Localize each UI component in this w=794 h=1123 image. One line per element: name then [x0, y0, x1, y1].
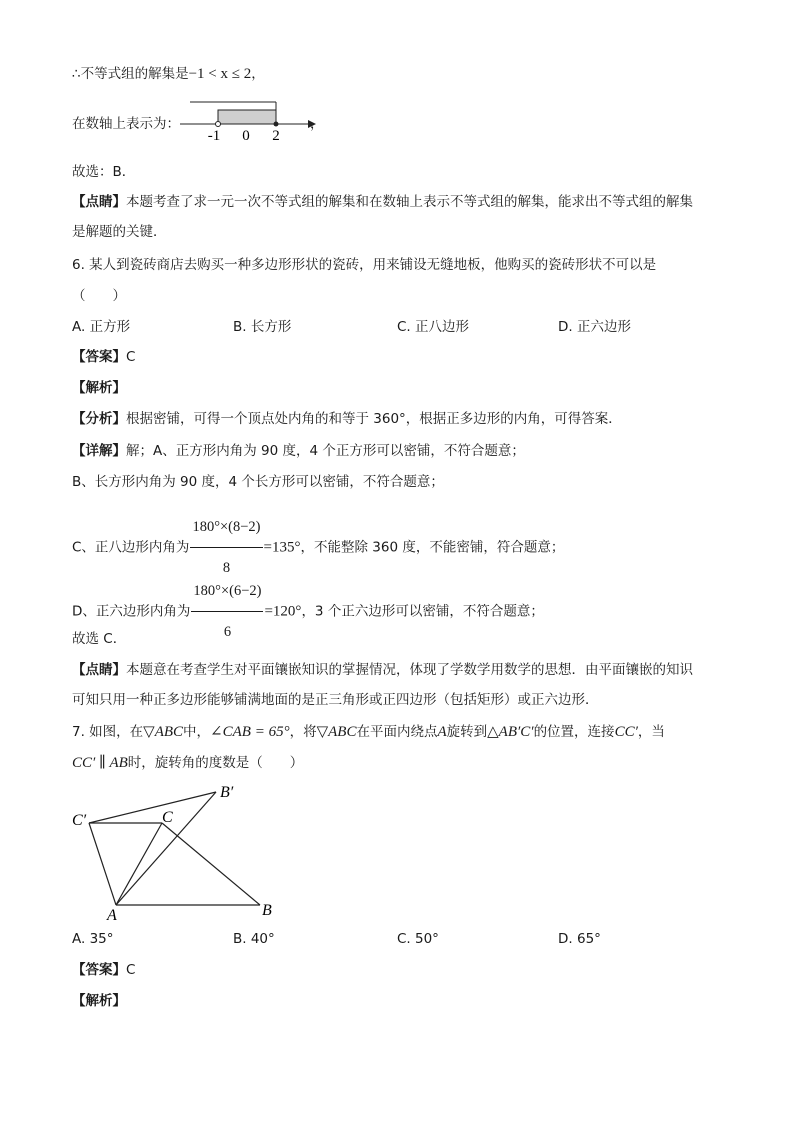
choice-b: 故选：B．: [72, 164, 136, 180]
line-d-suffix: ，3 个正六边形可以密铺，不符合题意；: [301, 603, 544, 620]
stem-text: 7. 如图，在: [72, 724, 144, 740]
stem-text: 旋转到: [446, 724, 488, 740]
label-minus1: -1: [207, 128, 221, 144]
q7-analysis-tag: 【解析】: [72, 993, 126, 1009]
stem-text: 中，: [183, 724, 211, 740]
solution-math: −1 < x ≤ 2: [188, 66, 252, 82]
rotation-figure: [66, 780, 286, 926]
q6-stem-line2: （ ）: [72, 288, 126, 304]
point-a: A: [437, 724, 447, 740]
fenxi-text: 根据密铺，可得一个顶点处内角的和等于 360°，根据正多边形的内角，可得答案．: [126, 411, 622, 427]
label-c1: C′: [72, 812, 87, 829]
q6-line-d: [72, 572, 544, 651]
fraction-c-denominator: 8: [222, 560, 231, 576]
label-b1: B′: [220, 784, 234, 801]
numberline-suffix: ，: [310, 116, 324, 132]
fraction-d: [191, 572, 263, 651]
stem-text: 时，旋转角的度数是（ ）: [127, 755, 304, 771]
stem-text: ，将: [289, 724, 317, 740]
triangle-abc: ▽ABC: [143, 724, 184, 740]
therefore-text: ∴不等式组的解集是: [72, 66, 189, 82]
label-b: B: [262, 902, 272, 919]
q6-option-a: A. 正方形: [72, 319, 131, 335]
q7-answer: [72, 960, 135, 980]
answer-tag: 【答案】: [72, 962, 126, 978]
line-c-result: =135°: [263, 539, 301, 556]
q6-choice: 故选 C．: [72, 631, 127, 647]
answer-tag: 【答案】: [72, 349, 126, 365]
q6-line-b: B、长方形内角为 90 度，4 个长方形可以密铺，不符合题意；: [72, 474, 444, 490]
triangle-abc: ▽ABC: [316, 724, 357, 740]
answer-value: C: [126, 962, 136, 978]
fraction-d-denominator: 6: [223, 624, 232, 640]
stem-text: ，当: [637, 724, 665, 740]
numberline-prefix: 在数轴上表示为：: [72, 116, 180, 132]
label-0: 0: [242, 128, 250, 144]
triangle-ab1c1: △AB′C′: [487, 724, 534, 740]
segment-ac1: [89, 823, 116, 905]
fenxi-tag: 【分析】: [72, 411, 126, 427]
segment-ac: [116, 823, 162, 905]
shaded-interval: [218, 110, 276, 124]
open-point-minus1: [216, 122, 221, 127]
segment-b1c1: [89, 792, 216, 823]
number-line-figure: [180, 96, 330, 144]
solution-line: [72, 64, 265, 84]
segment-cc1: CC′: [614, 724, 638, 740]
line-c-prefix: C、正八边形内角为: [72, 539, 190, 556]
segment-bc: [162, 823, 260, 905]
q6-comment-line-2: 可知只用一种正多边形能够铺满地面的是正三角形或正四边形（包括矩形）或正六边形．: [72, 692, 599, 708]
q6-answer: [72, 347, 135, 367]
stem-text: 在平面内绕点: [356, 724, 438, 740]
label-2: 2: [272, 128, 280, 144]
q7-stem-line1: [72, 722, 665, 742]
comment-text: 本题意在考查学生对平面镶嵌知识的掌握情况，体现了学数学用数学的思想．由平面镶嵌的知识: [126, 662, 693, 678]
q7-stem-line2: [72, 753, 303, 773]
xiangjie-tag: 【详解】: [72, 443, 126, 459]
comment-tag: 【点睛】: [72, 194, 126, 210]
parallel-condition: CC′ ∥ AB: [72, 755, 128, 771]
q7-option-c: C. 50°: [397, 931, 439, 947]
q6-option-c: C. 正八边形: [397, 319, 470, 335]
comment-text: 本题考查了求一元一次不等式组的解集和在数轴上表示不等式组的解集，能求出不等式组的解集: [126, 194, 693, 210]
q6-stem-line1: 6. 某人到瓷砖商店去购买一种多边形形状的瓷砖，用来铺设无缝地板，他购买的瓷砖形状不可以是: [72, 257, 657, 273]
comma: ，: [251, 66, 265, 82]
q6-xiangjie: [72, 441, 525, 461]
q6-option-d: D. 正六边形: [558, 319, 631, 335]
q6-option-b: B. 长方形: [233, 319, 292, 335]
angle-cab: ∠CAB = 65°: [210, 724, 290, 740]
line-d-prefix: D、正六边形内角为: [72, 603, 191, 620]
closed-point-2: [274, 122, 279, 127]
label-a: A: [107, 907, 117, 924]
q6-fenxi: [72, 409, 622, 429]
q6-analysis-tag: 【解析】: [72, 380, 126, 396]
stem-text: 的位置，连接: [533, 724, 615, 740]
q7-option-b: B. 40°: [233, 931, 275, 947]
fraction-d-numerator: 180°×(6−2): [191, 572, 263, 612]
xiangjie-text: 解；A、正方形内角为 90 度，4 个正方形可以密铺，不符合题意；: [126, 443, 525, 459]
comment-line-1: [72, 192, 693, 212]
q7-option-d: D. 65°: [558, 931, 601, 947]
comment-tag: 【点睛】: [72, 662, 126, 678]
fraction-c-numerator: 180°×(8−2): [190, 508, 262, 548]
q6-comment-line-1: [72, 660, 693, 680]
q7-option-a: A. 35°: [72, 931, 114, 947]
line-c-suffix: ，不能整除 360 度，不能密铺，符合题意；: [300, 539, 565, 556]
comment-line-2: 是解题的关键．: [72, 224, 167, 240]
label-c: C: [162, 809, 173, 826]
line-d-result: =120°: [264, 603, 302, 620]
answer-value: C: [126, 349, 136, 365]
